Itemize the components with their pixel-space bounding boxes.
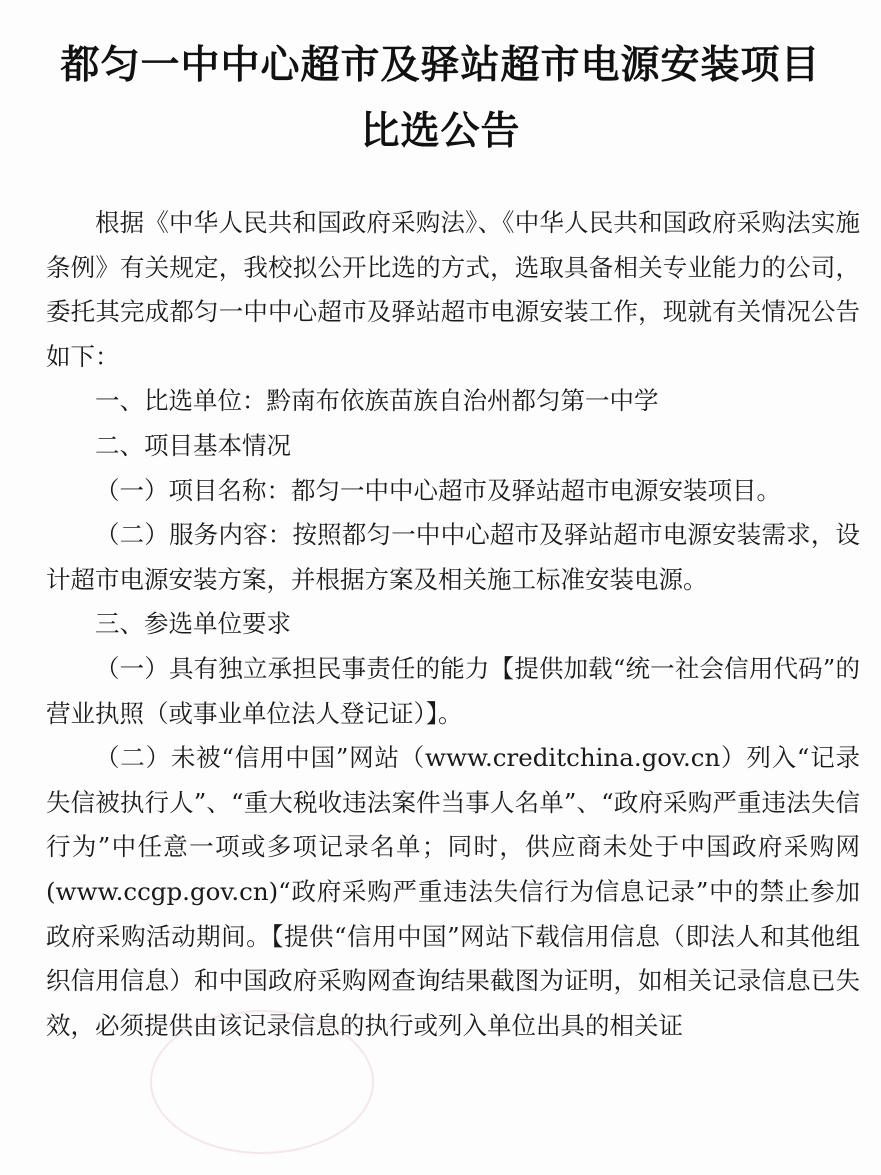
announcement-body [46,201,860,1048]
section-2-heading: 二、项目基本情况 [95,430,291,460]
document-subtitle: 比选公告 [360,109,521,154]
intro-paragraph: 根据《中华人民共和国政府采购法》、《中华人民共和国政府采购法实施条例》有关规定，我校拟公开比选的方式，选取具备相关专业能力的公司，委托其完成都匀一中中心超市及驿站超市电源安装工作，现就有关情况公告如下： [46,208,860,371]
requirement-1-paragraph: （一）具有独立承担民事责任的能力【提供加载“统一社会信用代码”的营业执照（或事业单位法人登记证）】。 [46,653,860,728]
section-1-heading: 一、比选单位：黔南布依族苗族自治州都匀第一中学 [95,386,659,416]
section-3-heading: 三、参选单位要求 [95,609,291,639]
document-title: 都匀一中中心超市及驿站超市电源安装项目 [60,43,821,88]
service-content-paragraph: （二）服务内容：按照都匀一中中心超市及驿站超市电源安装需求，设计超市电源安装方案，并根据方案及相关施工标准安装电源。 [46,520,860,594]
requirement-2-paragraph: （二）未被“信用中国”网站（www.creditchina.gov.cn）列入“记录失信被执行人”、“重大税收违法案件当事人名单”、“政府采购严重违法失信行为”中任意一项或多项记录名单；同时，供应商未处于中国政府采购网(www.ccgp.gov.cn)“政府采购严重违法失信行为信息记录”中的禁止参加政府采购活动期间。【提供“信用中国”网站下载信用信息（即法人和其他组织信用信息）和中国政府采购网查询结果截图为证明，如相关记录信息已失效，必须提供由该记录信息的执行或列入单位出具的相关证 [46,743,860,1040]
project-name-paragraph: （一）项目名称：都匀一中中心超市及驿站超市电源安装项目。 [95,475,781,505]
